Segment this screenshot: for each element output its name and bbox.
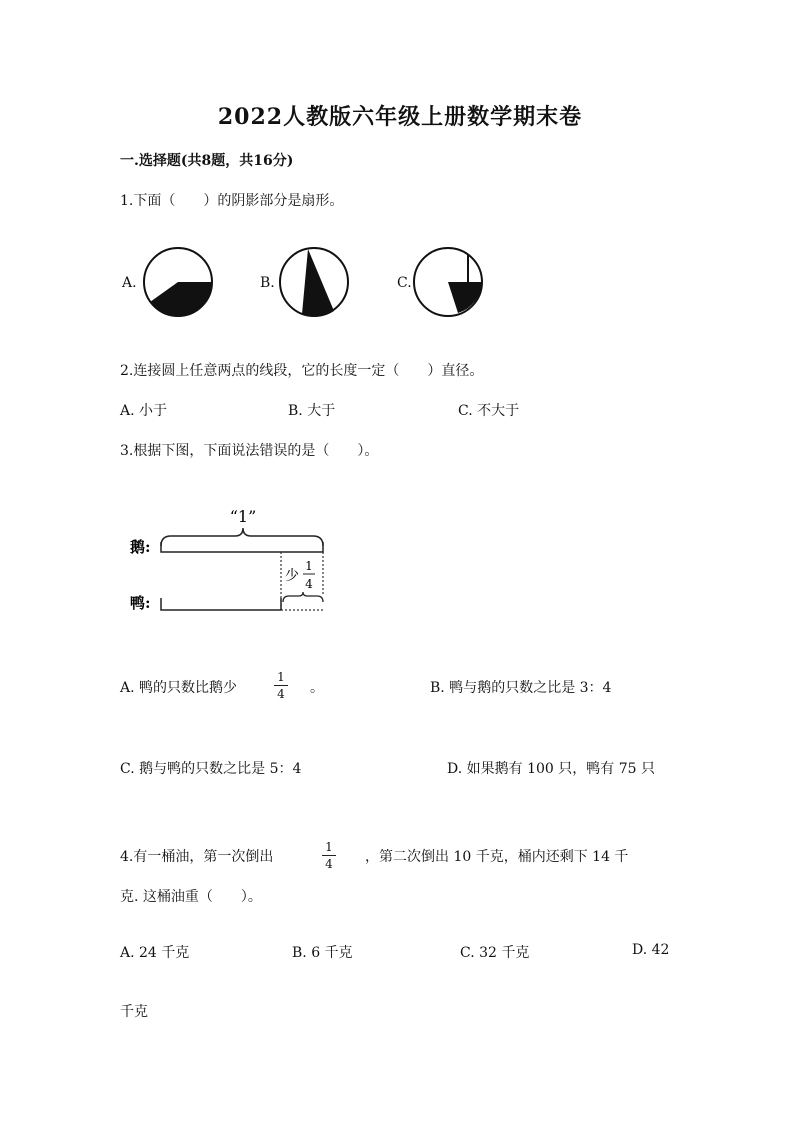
question-1-stem: 1.下面（ ）的阴影部分是扇形。 (120, 193, 344, 209)
question-3-stem: 3.根据下图，下面说法错误的是（ ）。 (120, 443, 379, 459)
q4-fraction (322, 840, 336, 871)
q3-option-a-text[interactable]: A. 鸭的只数比鹅少 (120, 680, 238, 696)
q1-option-b-figure[interactable] (276, 245, 356, 321)
q4-option-d-wrap[interactable]: 千克 (120, 1004, 148, 1020)
fraction-numerator: 1 (325, 840, 333, 854)
q1-option-c-label[interactable]: C. (397, 275, 412, 291)
q2-option-c[interactable]: C. 不大于 (458, 403, 520, 419)
q3-option-c[interactable]: C. 鹅与鸭的只数之比是 5：4 (120, 761, 302, 777)
fraction-denominator: 4 (325, 857, 333, 871)
diagram-fraction-num: 1 (305, 559, 313, 573)
q3-option-a-suffix: 。 (310, 680, 324, 696)
q4-option-b[interactable]: B. 6 千克 (292, 945, 353, 961)
q2-option-b[interactable]: B. 大于 (288, 403, 336, 419)
fraction-denominator: 4 (277, 687, 285, 701)
q1-option-c-figure[interactable] (410, 245, 490, 321)
q3-option-a-fraction (274, 670, 288, 701)
q3-bar-diagram (125, 498, 340, 626)
q2-option-a[interactable]: A. 小于 (120, 403, 168, 419)
question-4-stem-suffix: ，第二次倒出 10 千克，桶内还剩下 14 千 (365, 849, 629, 865)
diagram-duck-label: 鸭: (130, 594, 151, 612)
question-4-stem-line2: 克. 这桶油重（ ）。 (120, 889, 262, 905)
question-2-stem: 2.连接圆上任意两点的线段，它的长度一定（ ）直径。 (120, 363, 484, 379)
q1-option-a-label[interactable]: A. (122, 275, 137, 291)
q4-option-c[interactable]: C. 32 千克 (460, 945, 530, 961)
q3-option-d[interactable]: D. 如果鹅有 100 只，鸭有 75 只 (447, 761, 655, 777)
q4-option-a[interactable]: A. 24 千克 (120, 945, 190, 961)
diagram-whole-label: “1” (229, 507, 257, 526)
diagram-goose-label: 鹅: (130, 538, 151, 556)
q4-option-d[interactable]: D. 42 (632, 942, 670, 958)
diagram-less-label: 少 (285, 568, 299, 584)
q1-option-a-figure[interactable] (140, 245, 220, 321)
page-title: 2022人教版六年级上册数学期末卷 (217, 104, 583, 130)
question-4-stem-prefix: 4.有一桶油，第一次倒出 (120, 849, 274, 865)
q1-option-b-label[interactable]: B. (260, 275, 275, 291)
fraction-numerator: 1 (277, 670, 285, 684)
section-heading: 一.选择题(共8题，共16分) (120, 153, 294, 169)
q3-option-b[interactable]: B. 鸭与鹅的只数之比是 3：4 (430, 680, 612, 696)
diagram-fraction-den: 4 (305, 577, 313, 591)
